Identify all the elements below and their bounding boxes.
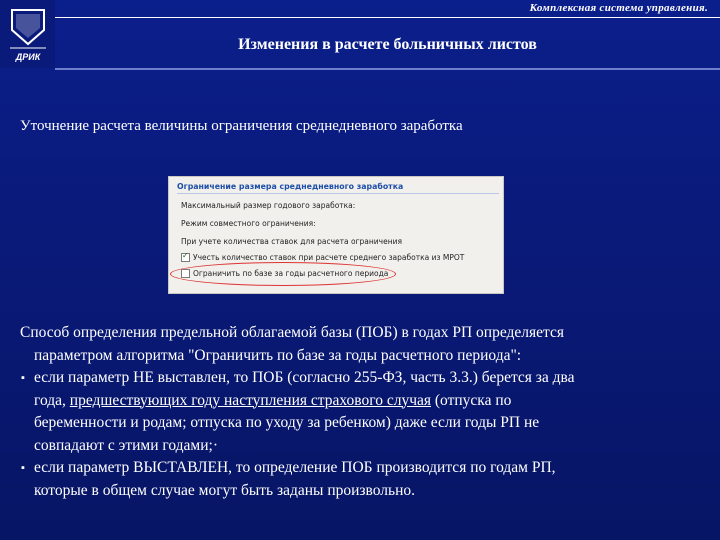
bullet1-line3: беременности и родам; отпуска по уходу за ребенком) даже если годы РП не — [34, 414, 540, 431]
intro-line-2: параметром алгоритма "Ограничить по базе за годы расчетного периода": — [34, 346, 522, 364]
bullet-icon: ▪ — [21, 372, 25, 384]
bullet1-underlined-text: предшествующих году наступления страхового случая — [69, 391, 432, 409]
list-item — [20, 457, 700, 502]
intro-line-1: Способ определения предельной облагаемой базы (ПОБ) в годах РП определяется — [20, 324, 564, 341]
header-divider-bottom — [55, 68, 720, 70]
settings-group-title: Ограничение размера среднедневного заработка — [177, 182, 404, 191]
bullet1-line2 — [34, 390, 700, 413]
bullet2-line2: которые в общем случае могут быть заданы произвольно. — [34, 481, 416, 499]
company-logo — [0, 0, 55, 68]
page-title: Изменения в расчете больничных листов — [238, 36, 537, 53]
rates-count-label: При учете количества ставок для расчета ограничения — [181, 237, 402, 246]
list-item — [20, 367, 700, 457]
settings-group-divider — [177, 193, 499, 194]
bullet1-line2-end: (отпуска по — [431, 391, 512, 409]
bullet-icon: ▪ — [21, 462, 25, 474]
section-subtitle: Уточнение расчета величины ограничения среднедневного заработка — [20, 118, 463, 134]
mrot-rates-option-label: Учесть количество ставок при расчете среднего заработка из МРОТ — [193, 253, 465, 262]
bullet2-line1: если параметр ВЫСТАВЛЕН, то определение ПОБ производится по годам РП, — [34, 459, 556, 476]
svg-text:ДРИК: ДРИК — [15, 52, 41, 62]
mrot-rates-option[interactable] — [181, 253, 464, 263]
description-block — [20, 322, 700, 502]
max-annual-earnings-label: Максимальный размер годового заработка: — [181, 201, 356, 210]
highlight-ellipse — [170, 262, 396, 286]
bullet1-line2-start: года, — [34, 391, 70, 409]
header-divider-top — [55, 17, 720, 18]
company-name: Комплексная система управления. — [529, 2, 708, 14]
mrot-rates-checkbox[interactable] — [181, 253, 190, 262]
limit-by-period-option-label: Ограничить по базе за годы расчетного периода — [193, 269, 389, 278]
bullet1-line1: если параметр НЕ выставлен, то ПОБ (согласно 255-ФЗ, часть 3.3.) берется за два — [34, 369, 575, 386]
bullet1-line4: совпадают с этими годами;· — [34, 436, 218, 454]
joint-limit-mode-label: Режим совместного ограничения: — [181, 219, 316, 228]
